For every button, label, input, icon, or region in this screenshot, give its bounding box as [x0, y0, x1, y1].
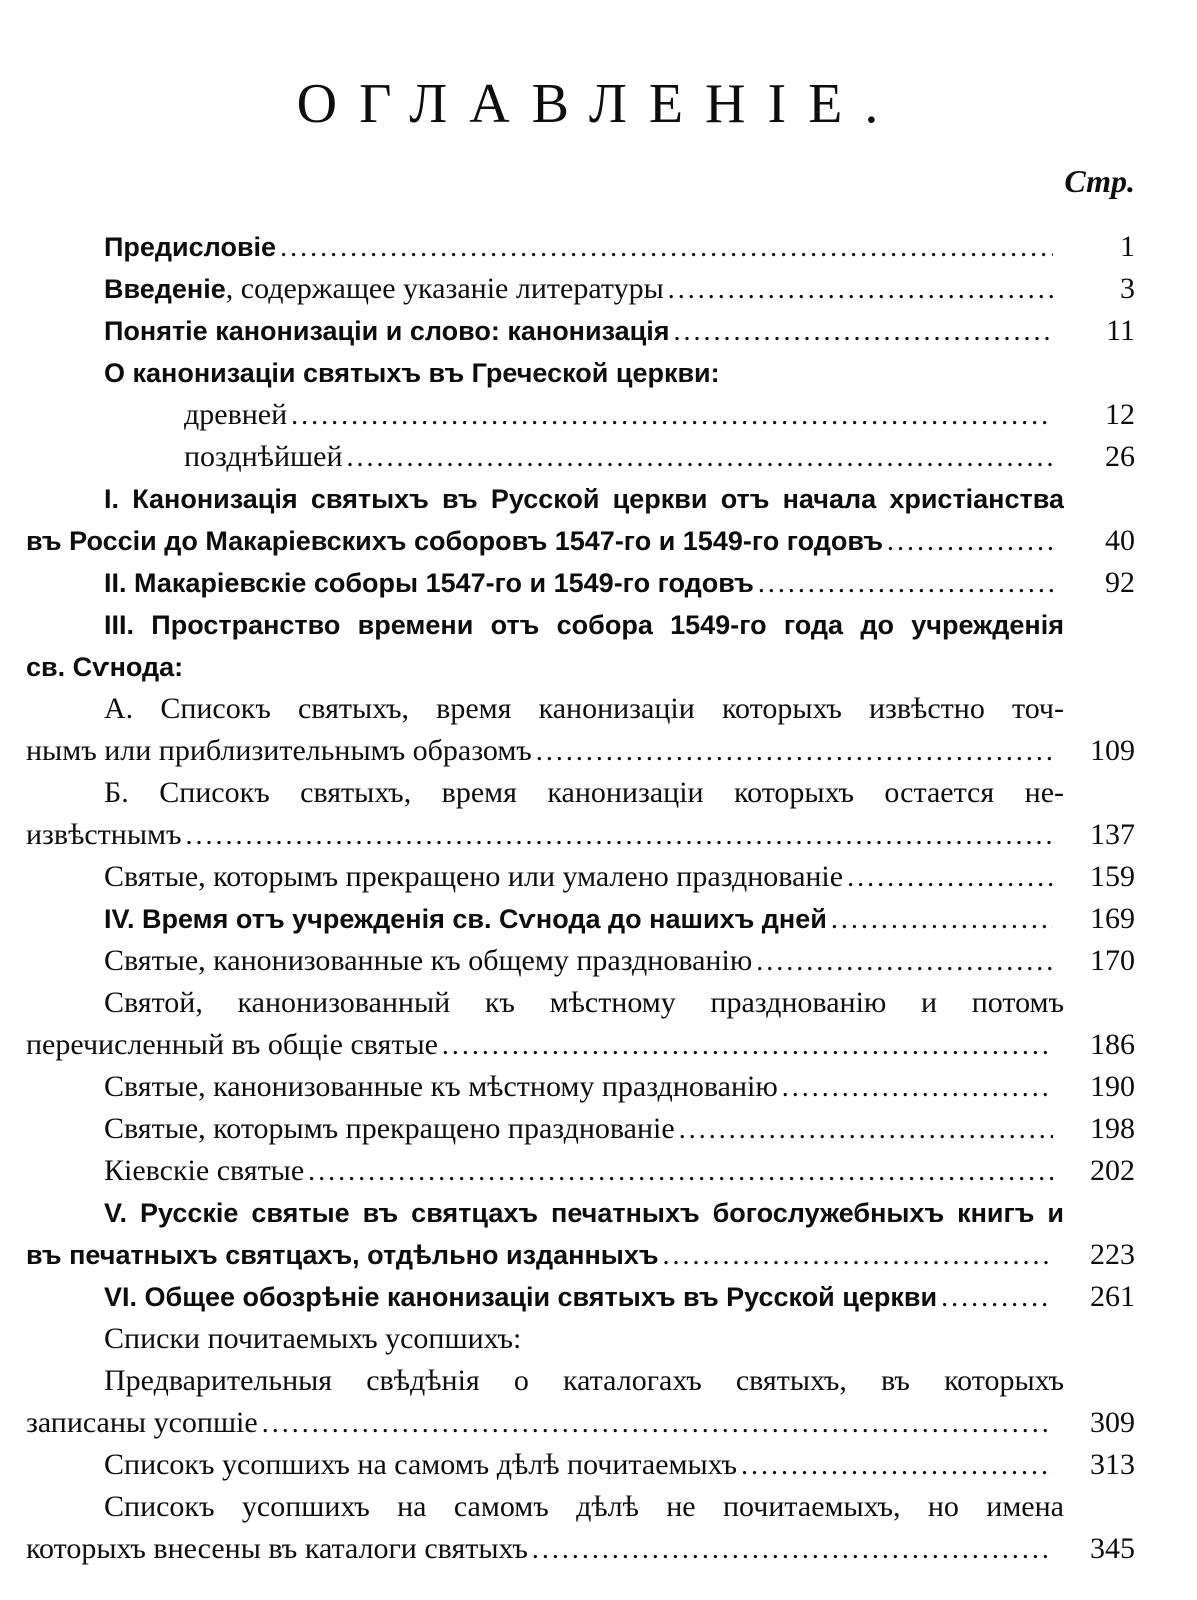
entry-title-line2: извѣстнымъ: [26, 818, 182, 851]
leader-dots: [280, 227, 1053, 269]
toc-entry[interactable]: [0, 436, 1197, 478]
toc-entry[interactable]: [0, 1318, 1197, 1360]
entry-page: 26: [1105, 440, 1135, 473]
entry-title: Святые, которымъ прекращено празднованіе: [104, 1112, 675, 1145]
entry-page: 1: [1120, 230, 1135, 263]
toc-entry[interactable]: [0, 730, 1197, 772]
entry-page: 345: [1090, 1532, 1135, 1565]
entry-title: Святые, канонизованные къ общему празднованію: [104, 944, 753, 977]
entry-title: Списки почитаемыхъ усопшихъ:: [104, 1322, 522, 1355]
toc-entry[interactable]: [0, 1528, 1197, 1570]
entry-title-rest: , содержащее указаніе литературы: [225, 272, 664, 305]
entry-title: Списокъ усопшихъ на самомъ дѣлѣ почитаемыхъ: [104, 1448, 738, 1481]
page-title: ОГЛАВЛЕНІЕ.: [296, 73, 901, 135]
entry-title-line2: св. Сѵнода:: [26, 652, 184, 682]
entry-title-line1: Предварительныя свѣдѣнія о каталогахъ святыхъ, въ которыхъ: [104, 1364, 1064, 1397]
leader-dots: [536, 731, 1053, 773]
entry-title: Святые, которымъ прекращено или умалено празднованіе: [104, 860, 844, 893]
toc-entry[interactable]: [0, 394, 1197, 436]
toc-entry[interactable]: [0, 898, 1197, 940]
entry-page: 223: [1090, 1238, 1135, 1271]
leader-dots: [291, 395, 1053, 437]
toc-entry[interactable]: [0, 520, 1197, 562]
entry-title-line2: перечисленный въ общіе святые: [26, 1028, 438, 1061]
leader-dots: [442, 1025, 1053, 1067]
toc-entry[interactable]: [0, 562, 1197, 604]
entry-title: древней: [184, 398, 288, 431]
entry-title-line1: Списокъ усопшихъ на самомъ дѣлѣ не почитаемыхъ, но имена: [104, 1490, 1064, 1523]
leader-dots: [831, 899, 1053, 941]
entry-title: VI. Общее обозрѣніе канонизаціи святыхъ въ Русской церкви: [104, 1282, 938, 1312]
entry-title-line2: которыхъ внесены въ каталоги святыхъ: [26, 1532, 528, 1565]
leader-dots: [847, 857, 1053, 899]
leader-dots: [532, 1529, 1053, 1571]
entry-page: 309: [1090, 1406, 1135, 1439]
entry-page: 170: [1090, 944, 1135, 977]
entry-title: Кіевскіе святые: [104, 1154, 305, 1187]
toc-entry[interactable]: [0, 1276, 1197, 1318]
toc-entry[interactable]: [0, 1150, 1197, 1192]
leader-dots: [262, 1403, 1053, 1445]
entry-title-line1: III. Пространство времени отъ собора 1549-го года до учрежденія: [104, 610, 1064, 640]
entry-title-line1: Святой, канонизованный къ мѣстному празднованію и потомъ: [104, 986, 1064, 1019]
entry-title-line1: Б. Списокъ святыхъ, время канонизаціи которыхъ остается не-: [104, 776, 1064, 809]
toc-entry[interactable]: [0, 352, 1197, 394]
toc-entry[interactable]: [0, 1108, 1197, 1150]
entry-title: [104, 268, 664, 311]
entry-title: Предисловіе: [104, 232, 277, 262]
entry-page: 198: [1090, 1112, 1135, 1145]
leader-dots: [756, 941, 1053, 983]
leader-dots: [663, 1235, 1053, 1277]
page-column-label: Стр.: [1064, 163, 1135, 199]
leader-dots: [347, 437, 1054, 479]
entry-page: 92: [1105, 566, 1135, 599]
entry-page: 12: [1105, 398, 1135, 431]
leader-dots: [186, 815, 1054, 857]
toc-entry[interactable]: [0, 1234, 1197, 1276]
entry-title: II. Макаріевскіе соборы 1547-го и 1549-го годовъ: [104, 568, 754, 598]
entry-page: 3: [1120, 272, 1135, 305]
entry-title-line1: V. Русскіе святые въ святцахъ печатныхъ богослужебныхъ книгъ и: [104, 1198, 1064, 1228]
entry-title-line2: въ Россіи до Макаріевскихъ соборовъ 1547-го и 1549-го годовъ: [26, 526, 883, 556]
leader-dots: [668, 269, 1053, 311]
entry-page: 190: [1090, 1070, 1135, 1103]
toc-entry[interactable]: [0, 856, 1197, 898]
entry-page: 261: [1090, 1280, 1135, 1313]
entry-page: 313: [1090, 1448, 1135, 1481]
entry-page: 137: [1090, 818, 1135, 851]
toc-entry[interactable]: [0, 814, 1197, 856]
entry-title: Святые, канонизованные къ мѣстному празднованію: [104, 1070, 778, 1103]
toc-entry[interactable]: [0, 1444, 1197, 1486]
entry-title-line2: въ печатныхъ святцахъ, отдѣльно изданныхъ: [26, 1240, 659, 1270]
leader-dots: [941, 1277, 1053, 1319]
leader-dots: [782, 1067, 1053, 1109]
entry-title: О канонизаціи святыхъ въ Греческой церкви:: [104, 358, 720, 388]
leader-dots: [674, 311, 1053, 353]
leader-dots: [308, 1151, 1053, 1193]
entry-page: 202: [1090, 1154, 1135, 1187]
entry-title-line1: А. Списокъ святыхъ, время канонизаціи которыхъ извѣстно точ-: [104, 692, 1064, 725]
leader-dots: [679, 1109, 1053, 1151]
entry-title-line2: записаны усопшіе: [26, 1406, 258, 1439]
toc-entry[interactable]: [0, 268, 1197, 310]
toc-entry[interactable]: [0, 1066, 1197, 1108]
toc-entry[interactable]: [0, 226, 1197, 268]
entry-title: Понятіе канонизаціи и слово: канонизація: [104, 316, 670, 346]
toc-entry[interactable]: [0, 310, 1197, 352]
entry-page: 159: [1090, 860, 1135, 893]
entry-title: позднѣйшей: [184, 440, 343, 473]
entry-title-line2: нымъ или приблизительнымъ образомъ: [26, 734, 532, 767]
toc-entry[interactable]: [0, 1402, 1197, 1444]
entry-page: 109: [1090, 734, 1135, 767]
toc-entry[interactable]: [0, 1024, 1197, 1066]
entry-title-line1: I. Канонизація святыхъ въ Русской церкви отъ начала христіанства: [104, 484, 1064, 514]
entry-title: IV. Время отъ учрежденія св. Сѵнода до нашихъ дней: [104, 904, 827, 934]
entry-title-bold: Введеніе: [104, 274, 226, 304]
leader-dots: [741, 1445, 1053, 1487]
entry-page: 40: [1105, 524, 1135, 557]
toc-entry[interactable]: [0, 940, 1197, 982]
entry-page: 11: [1106, 314, 1135, 347]
entry-page: 186: [1090, 1028, 1135, 1061]
leader-dots: [758, 563, 1053, 605]
leader-dots: [887, 521, 1053, 563]
entry-page: 169: [1090, 902, 1135, 935]
